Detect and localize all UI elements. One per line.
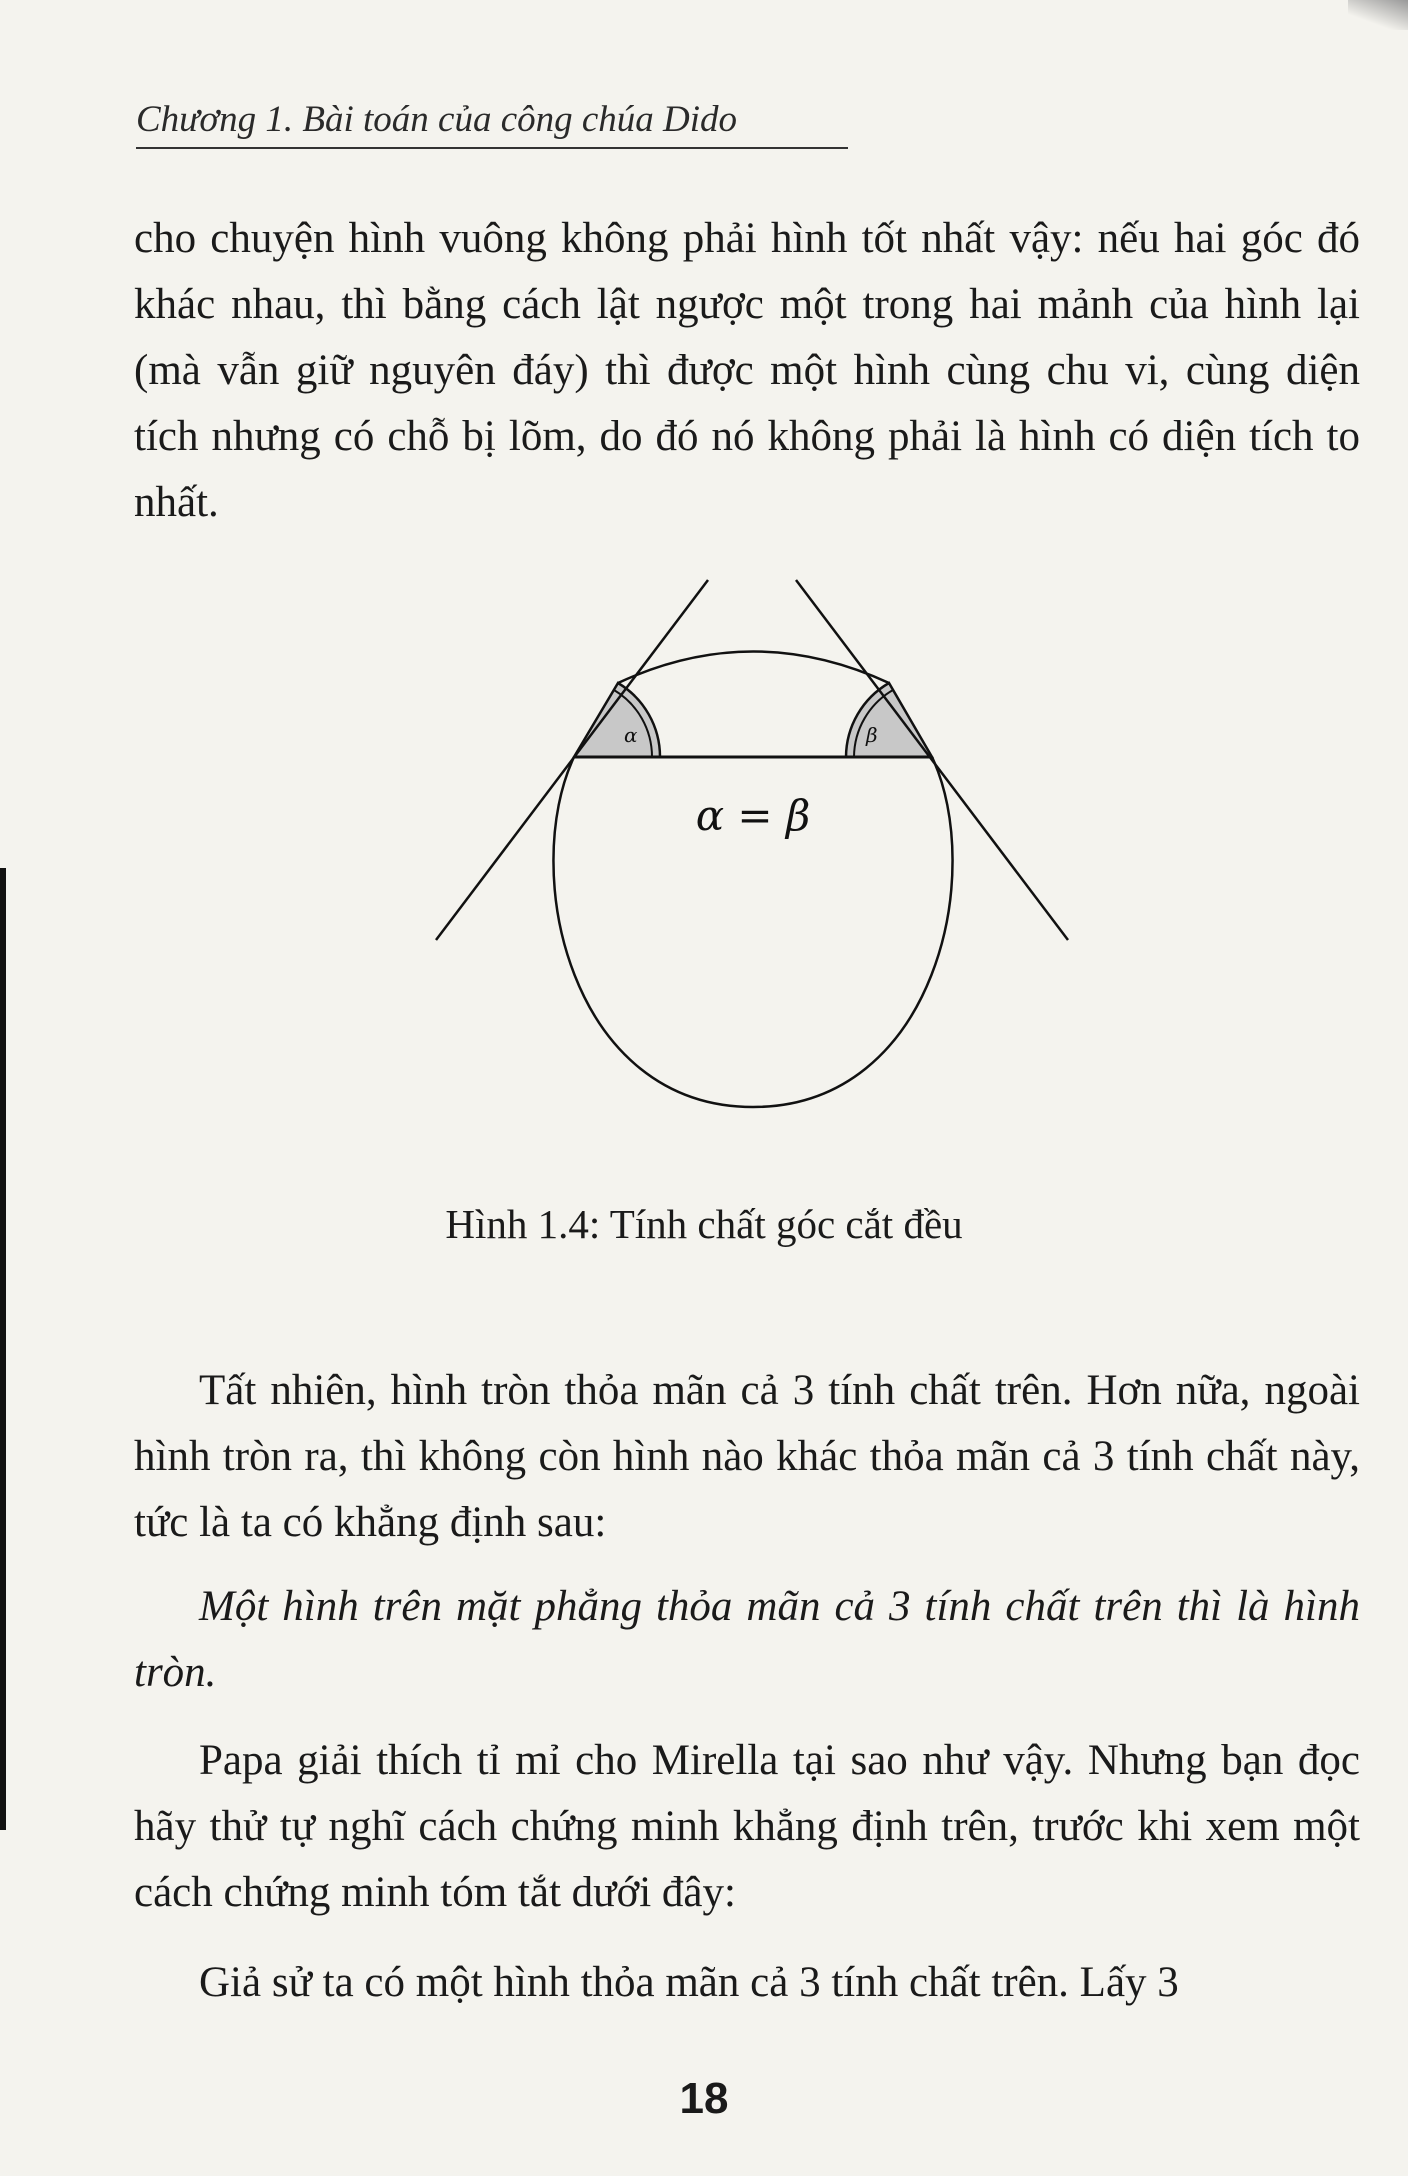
upper-arc [618,652,889,684]
beta-label: β [866,723,878,747]
page-corner-shadow [1348,0,1408,30]
alpha-sector [574,683,660,757]
paragraph-4: Papa giải thích tỉ mỉ cho Mirella tại sao như vậy. Nhưng bạn đọc hãy thử tự nghĩ cách chứng minh khẳng định trên, trước khi xem một cách chứng minh tóm tắt dưới đây: [134,1737,1360,1916]
alpha-label: α [624,723,638,747]
beta-sector [846,683,932,757]
page-number: 18 [679,2074,729,2123]
equation-label: α = β [695,791,811,840]
paragraph-5: Giả sử ta có một hình thỏa mãn cả 3 tính chất trên. Lấy 3 [199,1959,1179,2006]
paragraph-2: Tất nhiên, hình tròn thỏa mãn cả 3 tính chất trên. Hơn nữa, ngoài hình tròn ra, thì không còn hình nào khác thỏa mãn cả 3 tính chất này, tức là ta có khẳng định sau: [134,1367,1360,1546]
paragraph-3-italic-statement: Một hình trên mặt phẳng thỏa mãn cả 3 tính chất trên thì là hình tròn. [134,1583,1360,1696]
figure-caption: Hình 1.4: Tính chất góc cắt đều [445,1201,963,1247]
margin-bar [0,868,6,1830]
chapter-header: Chương 1. Bài toán của công chúa Dido [136,98,848,149]
circle-angle-figure [420,572,1080,1172]
paragraph-1: cho chuyện hình vuông không phải hình tốt nhất vậy: nếu hai góc đó khác nhau, thì bằng cách lật ngược một trong hai mảnh của hình lại (mà vẫn giữ nguyên đáy) thì được một hình cùng chu vi, cùng diện tích nhưng có chỗ bị lõm, do đó nó không phải là hình có diện tích to nhất. [134,215,1360,526]
right-line [796,580,1068,940]
